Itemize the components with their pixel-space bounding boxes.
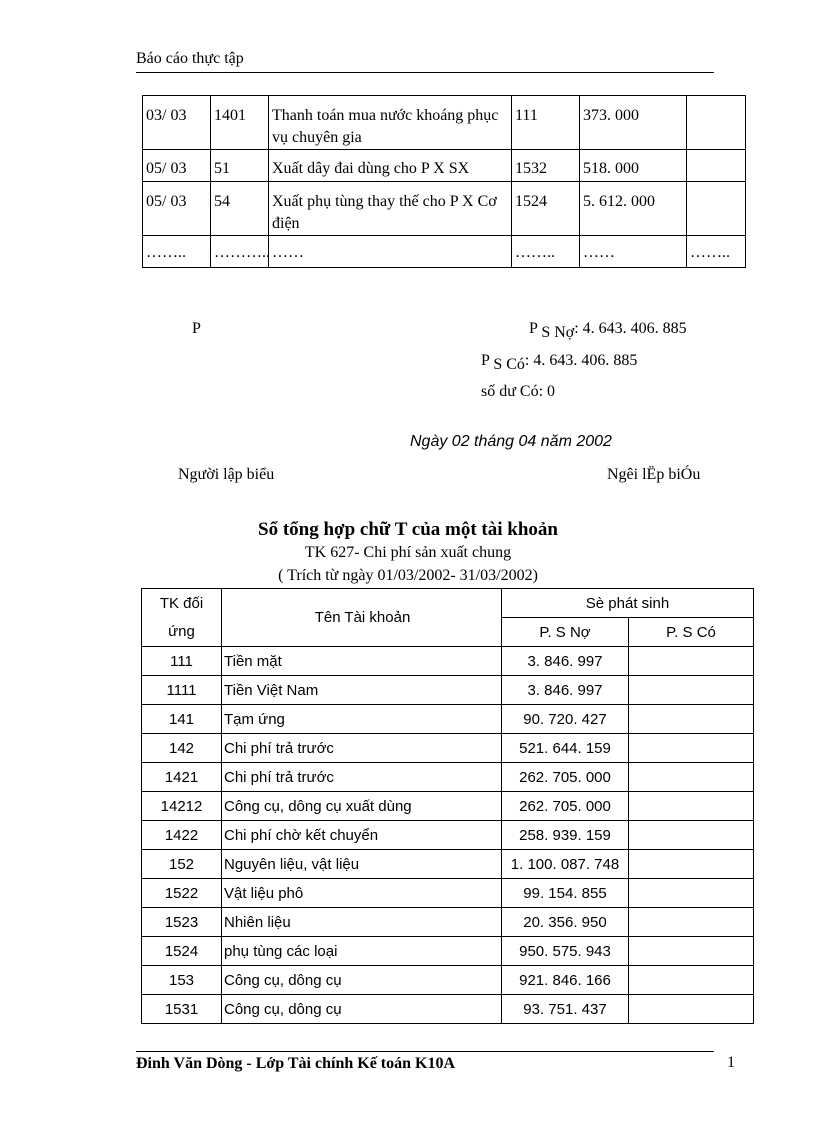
journal-cell-date: …….. [143, 236, 211, 268]
summary-p-label: P [192, 320, 201, 337]
ledger-cell-debit: 20. 356. 950 [502, 908, 629, 937]
ledger-cell-credit [629, 937, 754, 966]
journal-cell-desc: Thanh toán mua nước khoáng phục vụ chuyên gia [269, 96, 512, 150]
ledger-cell-code: 1421 [142, 763, 222, 792]
ledger-cell-name: Chi phí trả trước [222, 763, 502, 792]
ledger-cell-debit: 262. 705. 000 [502, 792, 629, 821]
ledger-cell-name: Tiền Việt Nam [222, 676, 502, 705]
ledger-cell-credit [629, 705, 754, 734]
journal-cell-acct: …….. [512, 236, 580, 268]
ledger-cell-credit [629, 995, 754, 1024]
ledger-row [142, 995, 754, 1024]
journal-cell-acct: 1524 [512, 182, 580, 236]
ledger-cell-credit [629, 676, 754, 705]
ledger-cell-code: 1522 [142, 879, 222, 908]
ledger-cell-credit [629, 647, 754, 676]
ledger-table [141, 588, 754, 1024]
ledger-cell-debit: 921. 846. 166 [502, 966, 629, 995]
ledger-cell-name: Nguyên liệu, vật liệu [222, 850, 502, 879]
journal-cell-num: ……….. [211, 236, 269, 268]
ledger-cell-credit [629, 879, 754, 908]
ledger-cell-name: Chi phí trả trước [222, 734, 502, 763]
header-debit: P. S Nợ [502, 618, 629, 647]
report-date: Ngày 02 tháng 04 năm 2002 [410, 433, 612, 450]
ledger-cell-credit [629, 821, 754, 850]
ledger-cell-credit [629, 734, 754, 763]
ledger-cell-code: 153 [142, 966, 222, 995]
ledger-cell-debit: 521. 644. 159 [502, 734, 629, 763]
journal-cell-extra [687, 150, 746, 182]
journal-cell-amount: …… [580, 236, 687, 268]
ledger-row [142, 647, 754, 676]
footer-divider [136, 1051, 714, 1052]
journal-cell-num: 1401 [211, 96, 269, 150]
signature-left: Người lập biểu [178, 466, 275, 483]
ledger-cell-name: Nhiên liệu [222, 908, 502, 937]
ledger-cell-name: Chi phí chờ kết chuyển [222, 821, 502, 850]
ledger-cell-name: Tiền mặt [222, 647, 502, 676]
ledger-cell-name: phụ tùng các loại [222, 937, 502, 966]
ledger-cell-code: 1422 [142, 821, 222, 850]
ledger-row [142, 763, 754, 792]
ledger-cell-debit: 1. 100. 087. 748 [502, 850, 629, 879]
ledger-cell-name: Công cụ, dông cụ [222, 995, 502, 1024]
ledger-cell-name: Công cụ, dông cụ [222, 966, 502, 995]
summary-balance: số dư Có: 0 [481, 383, 556, 400]
ledger-date-range: ( Trích từ ngày 01/03/2002- 31/03/2002) [278, 567, 538, 584]
journal-cell-desc: Xuất dây đai dùng cho P X SX [269, 150, 512, 182]
signature-right: Ngêi lËp biÓu [607, 466, 701, 483]
journal-cell-extra [687, 96, 746, 150]
ledger-row [142, 937, 754, 966]
journal-cell-desc: …… [269, 236, 512, 268]
journal-cell-num: 51 [211, 150, 269, 182]
journal-cell-date: 05/ 03 [143, 150, 211, 182]
ledger-cell-code: 141 [142, 705, 222, 734]
ledger-title: Sổ tổng hợp chữ T của một tài khoản [258, 519, 558, 540]
ledger-row [142, 705, 754, 734]
ledger-cell-debit: 99. 154. 855 [502, 879, 629, 908]
journal-cell-date: 05/ 03 [143, 182, 211, 236]
journal-row [143, 150, 746, 182]
journal-cell-amount: 518. 000 [580, 150, 687, 182]
journal-row [143, 236, 746, 268]
header-credit: P. S Có [629, 618, 754, 647]
ledger-cell-code: 1524 [142, 937, 222, 966]
ledger-cell-code: 14212 [142, 792, 222, 821]
ledger-row [142, 850, 754, 879]
ledger-cell-debit: 950. 575. 943 [502, 937, 629, 966]
summary-credit-total: P S Có: 4. 643. 406. 885 [481, 352, 638, 373]
journal-cell-date: 03/ 03 [143, 96, 211, 150]
ledger-cell-code: 111 [142, 647, 222, 676]
journal-cell-acct: 1532 [512, 150, 580, 182]
page-number: 1 [727, 1054, 735, 1071]
ledger-cell-name: Vật liệu phô [222, 879, 502, 908]
ledger-row [142, 821, 754, 850]
ledger-cell-code: 152 [142, 850, 222, 879]
ledger-row [142, 966, 754, 995]
journal-cell-acct: 111 [512, 96, 580, 150]
ledger-cell-credit [629, 908, 754, 937]
journal-cell-num: 54 [211, 182, 269, 236]
journal-cell-amount: 373. 000 [580, 96, 687, 150]
ledger-row [142, 792, 754, 821]
ledger-cell-debit: 90. 720. 427 [502, 705, 629, 734]
ledger-cell-credit [629, 966, 754, 995]
journal-cell-desc: Xuất phụ tùng thay thế cho P X Cơ điện [269, 182, 512, 236]
ledger-cell-credit [629, 850, 754, 879]
header-arising: Sè phát sinh [502, 589, 754, 618]
ledger-cell-debit: 93. 751. 437 [502, 995, 629, 1024]
journal-cell-extra: …….. [687, 236, 746, 268]
ledger-cell-debit: 258. 939. 159 [502, 821, 629, 850]
ledger-cell-code: 1523 [142, 908, 222, 937]
ledger-cell-code: 1111 [142, 676, 222, 705]
header-account-code: TK đối ứng [142, 589, 222, 647]
journal-row [143, 182, 746, 236]
journal-cell-extra [687, 182, 746, 236]
ledger-row [142, 908, 754, 937]
header-divider [136, 72, 714, 73]
ledger-subtitle: TK 627- Chi phí sản xuất chung [304, 544, 512, 561]
footer-author: Đinh Văn Dòng - Lớp Tài chính Kế toán K10A [136, 1055, 456, 1072]
ledger-row [142, 734, 754, 763]
ledger-cell-name: Tạm ứng [222, 705, 502, 734]
ledger-cell-credit [629, 763, 754, 792]
summary-debit-total: P S Nợ: 4. 643. 406. 885 [529, 320, 687, 341]
ledger-cell-credit [629, 792, 754, 821]
journal-row [143, 96, 746, 150]
ledger-cell-debit: 3. 846. 997 [502, 647, 629, 676]
ledger-cell-name: Công cụ, dông cụ xuất dùng [222, 792, 502, 821]
header-account-name: Tên Tài khoản [222, 589, 502, 647]
ledger-cell-code: 142 [142, 734, 222, 763]
page-header-title: Báo cáo thực tập [136, 50, 244, 67]
ledger-row [142, 879, 754, 908]
journal-cell-amount: 5. 612. 000 [580, 182, 687, 236]
ledger-row [142, 676, 754, 705]
ledger-cell-debit: 3. 846. 997 [502, 676, 629, 705]
ledger-cell-debit: 262. 705. 000 [502, 763, 629, 792]
journal-table [142, 95, 746, 268]
ledger-cell-code: 1531 [142, 995, 222, 1024]
